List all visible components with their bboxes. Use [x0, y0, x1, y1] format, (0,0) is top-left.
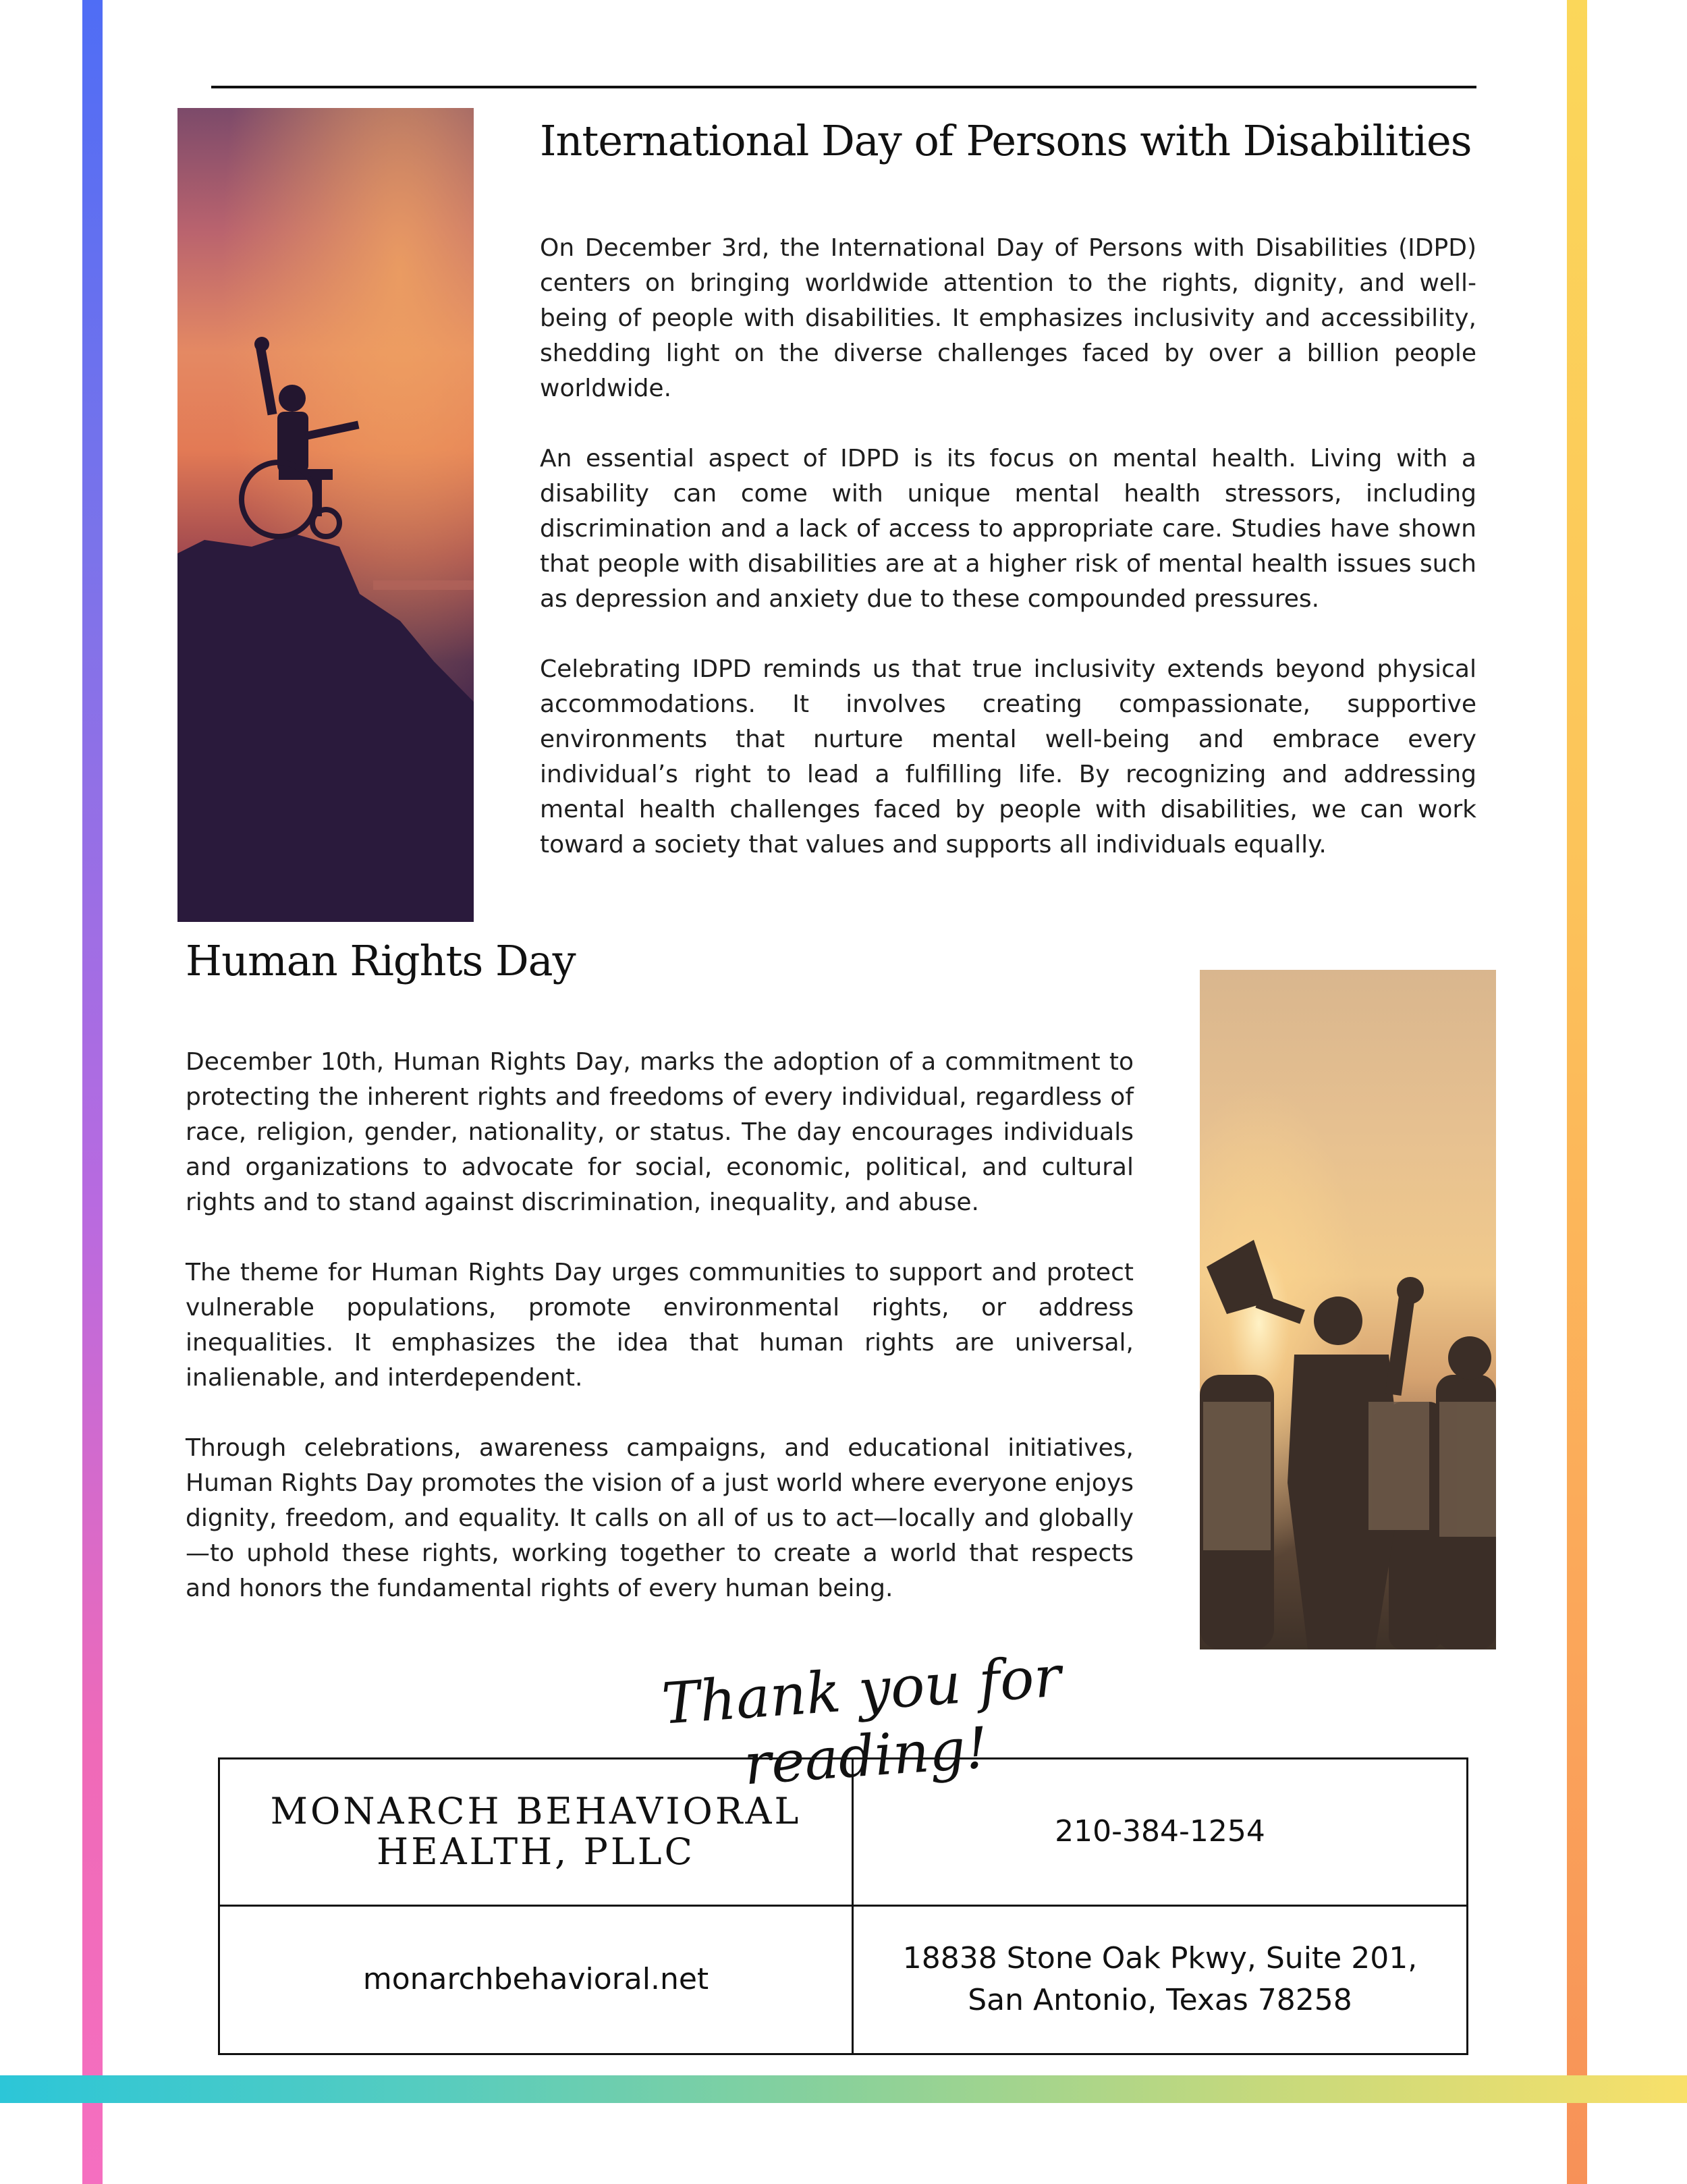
idpd-paragraph: On December 3rd, the International Day of Persons with Disabilities (IDPD) centers on bringing worldwide attention to the rights, dignity, and well-being of people with disabilities. It emphasizes inclusivity and accessibility, shedding light on the diverse challenges faced by over a billion people worldwide.: [540, 234, 1476, 402]
left-gradient-border: [82, 0, 103, 2184]
idpd-paragraph: An essential aspect of IDPD is its focus on mental health. Living with a disability can come with unique mental health stressors, including discrimination and a lack of access to appropriate care. Studies have shown that people with disabilities are at a higher risk of mental health issues such as depression and anxiety due to these compounded pressures.: [540, 445, 1476, 613]
website-cell: [220, 1907, 854, 2054]
contact-table: [218, 1757, 1468, 2055]
bottom-gradient-border: [0, 2075, 1687, 2103]
hrd-paragraph: December 10th, Human Rights Day, marks the adoption of a commitment to protecting the inherent rights and freedoms of every individual, regardless of race, religion, gender, nationality, or status. The day encourages individuals and organizations to advocate for social, economic, political, and cultural rights and to stand against discrimination, inequality, and abuse.: [186, 1048, 1134, 1216]
human-rights-day-body: [186, 1045, 1134, 1641]
idpd-body: [540, 231, 1476, 898]
right-gradient-border: [1567, 0, 1587, 2184]
phone-cell: [854, 1759, 1466, 1907]
top-divider: [211, 86, 1476, 88]
hrd-paragraph: The theme for Human Rights Day urges communities to support and protect vulnerable populations, promote environmental rights, or address inequalities. It emphasizes the idea that human rights are universal, inalienable, and interdependent.: [186, 1259, 1134, 1392]
wheelchair-silhouette-sunset-photo: [177, 108, 474, 922]
idpd-paragraph: Celebrating IDPD reminds us that true inclusivity extends beyond physical accommodations. It involves creating compassionate, supportive environments that nurture mental well-being and embrace every individual’s right to lead a fulfilling life. By recognizing and addressing mental health challenges faced by people with disabilities, we can work toward a society that values and supports all individuals equally.: [540, 655, 1476, 858]
idpd-heading: International Day of Persons with Disabilities: [540, 116, 1472, 165]
human-rights-day-heading: Human Rights Day: [186, 936, 576, 985]
company-name: MONARCH BEHAVIORAL HEALTH, PLLC: [270, 1790, 802, 1874]
hrd-paragraph: Through celebrations, awareness campaigns, and educational initiatives, Human Rights Day promotes the vision of a just world where everyone enjoys dignity, freedom, and equality. It calls on all of us to act—locally and globally—to uphold these rights, working together to create a world that respects and honors the fundamental rights of every human being.: [186, 1434, 1134, 1602]
company-name-cell: [220, 1759, 854, 1907]
protest-megaphone-sunset-photo: [1200, 970, 1496, 1649]
phone-number[interactable]: 210-384-1254: [1055, 1814, 1265, 1849]
thank-you-signature: Thank you for reading!: [659, 1643, 1063, 1798]
address-cell: [854, 1907, 1466, 2054]
website-link[interactable]: monarchbehavioral.net: [362, 1962, 709, 1997]
address: 18838 Stone Oak Pkwy, Suite 201, San Antonio, Texas 78258: [902, 1941, 1418, 2018]
